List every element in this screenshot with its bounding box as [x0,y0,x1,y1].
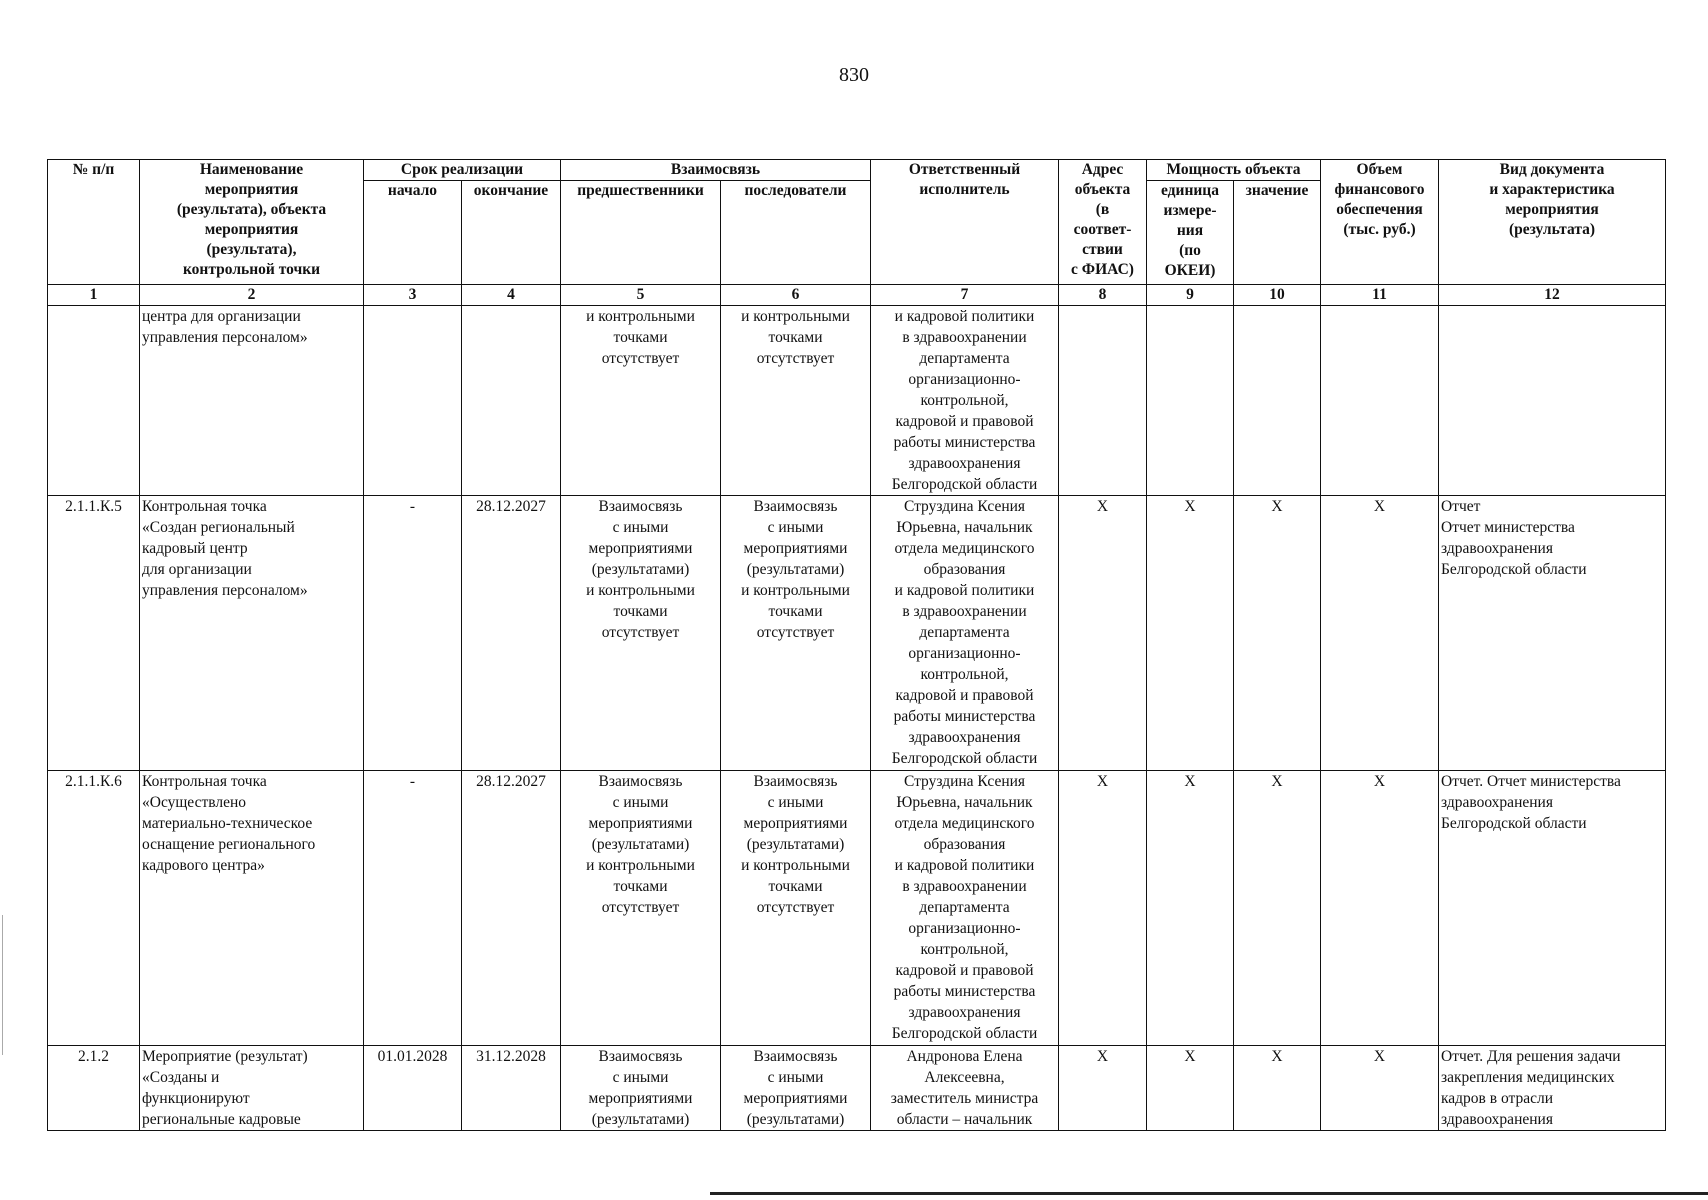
row-value: X [1234,771,1321,1046]
row-financing: X [1321,496,1439,771]
row-name: Контрольная точка «Создан региональный кадровый центр для организации управления персоналом» [140,496,364,771]
row-financing: X [1321,771,1439,1046]
row-start: - [364,771,462,1046]
col-index: 5 [561,285,721,306]
header-link: Взаимосвязь [561,160,871,181]
row-start [364,306,462,496]
row-value: X [1234,496,1321,771]
row-num: 2.1.1.К.5 [48,496,140,771]
header-num: № п/п [48,160,140,285]
row-end: 28.12.2027 [462,496,561,771]
row-responsible: Андронова Елена Алексеевна, заместитель министра области – начальник [871,1046,1059,1131]
header-successors: последователи [721,181,871,285]
row-predecessors: Взаимосвязь с иными мероприятиями (результатами) и контрольными точками отсутствует [561,496,721,771]
header-unit: единица измере- ния (по ОКЕИ) [1147,181,1234,285]
header-document: Вид документа и характеристика мероприятия (результата) [1439,160,1666,285]
scan-edge-mark [2,915,3,1055]
col-index: 8 [1059,285,1147,306]
col-index: 3 [364,285,462,306]
page-number: 830 [839,64,869,86]
col-index: 2 [140,285,364,306]
row-num: 2.1.2 [48,1046,140,1131]
row-successors: Взаимосвязь с иными мероприятиями (результатами) и контрольными точками отсутствует [721,771,871,1046]
row-name: Контрольная точка «Осуществлено материально-техническое оснащение регионального кадрового центра» [140,771,364,1046]
header-financing: Объем финансового обеспечения (тыс. руб.) [1321,160,1439,285]
row-successors: Взаимосвязь с иными мероприятиями (результатами) и контрольными точками отсутствует [721,496,871,771]
col-index: 6 [721,285,871,306]
header-value: значение [1234,181,1321,285]
row-num: 2.1.1.К.6 [48,771,140,1046]
row-predecessors: и контрольными точками отсутствует [561,306,721,496]
col-index: 10 [1234,285,1321,306]
header-end: окончание [462,181,561,285]
col-index: 4 [462,285,561,306]
row-responsible: Струздина Ксения Юрьевна, начальник отдела медицинского образования и кадровой политики в здравоохранении департамента организационно- контрольной, кадровой и правовой работы министерства здравоохранения Белгородской области [871,496,1059,771]
header-term: Срок реализации [364,160,561,181]
row-value [1234,306,1321,496]
row-unit: X [1147,1046,1234,1131]
row-num [48,306,140,496]
row-address [1059,306,1147,496]
row-end [462,306,561,496]
row-financing [1321,306,1439,496]
table-row [48,496,1666,771]
col-index: 1 [48,285,140,306]
activities-table [47,159,1666,1131]
row-name: центра для организации управления персоналом» [140,306,364,496]
row-address: X [1059,1046,1147,1131]
col-index: 9 [1147,285,1234,306]
row-financing: X [1321,1046,1439,1131]
row-document: Отчет. Отчет министерства здравоохранения Белгородской области [1439,771,1666,1046]
col-index: 12 [1439,285,1666,306]
col-index: 11 [1321,285,1439,306]
col-index: 7 [871,285,1059,306]
row-name: Мероприятие (результат) «Созданы и функционируют региональные кадровые [140,1046,364,1131]
row-unit: X [1147,771,1234,1046]
header-start: начало [364,181,462,285]
header-name: Наименование мероприятия (результата), объекта мероприятия (результата), контрольной точки [140,160,364,285]
row-document: Отчет. Для решения задачи закрепления медицинских кадров в отрасли здравоохранения [1439,1046,1666,1131]
header-responsible: Ответственный исполнитель [871,160,1059,285]
row-end: 28.12.2027 [462,771,561,1046]
header-address: Адрес объекта (в соответ- ствии с ФИАС) [1059,160,1147,285]
header-power: Мощность объекта [1147,160,1321,181]
bottom-rule [710,1192,1708,1195]
row-predecessors: Взаимосвязь с иными мероприятиями (результатами) и контрольными точками отсутствует [561,771,721,1046]
row-address: X [1059,771,1147,1046]
row-start: 01.01.2028 [364,1046,462,1131]
row-unit [1147,306,1234,496]
row-end: 31.12.2028 [462,1046,561,1131]
row-responsible: Струздина Ксения Юрьевна, начальник отдела медицинского образования и кадровой политики в здравоохранении департамента организационно- контрольной, кадровой и правовой работы министерства здравоохранения Белгородской области [871,771,1059,1046]
table-row [48,306,1666,496]
row-responsible: и кадровой политики в здравоохранении департамента организационно- контрольной, кадровой и правовой работы министерства здравоохранения Белгородской области [871,306,1059,496]
row-unit: X [1147,496,1234,771]
row-successors: Взаимосвязь с иными мероприятиями (результатами) [721,1046,871,1131]
row-address: X [1059,496,1147,771]
row-value: X [1234,1046,1321,1131]
column-index-row [48,285,1666,306]
header-row-1 [48,160,1666,181]
row-document [1439,306,1666,496]
table-row [48,771,1666,1046]
header-predecessors: предшественники [561,181,721,285]
row-successors: и контрольными точками отсутствует [721,306,871,496]
row-start: - [364,496,462,771]
row-document: Отчет Отчет министерства здравоохранения Белгородской области [1439,496,1666,771]
table-row [48,1046,1666,1131]
row-predecessors: Взаимосвязь с иными мероприятиями (результатами) [561,1046,721,1131]
